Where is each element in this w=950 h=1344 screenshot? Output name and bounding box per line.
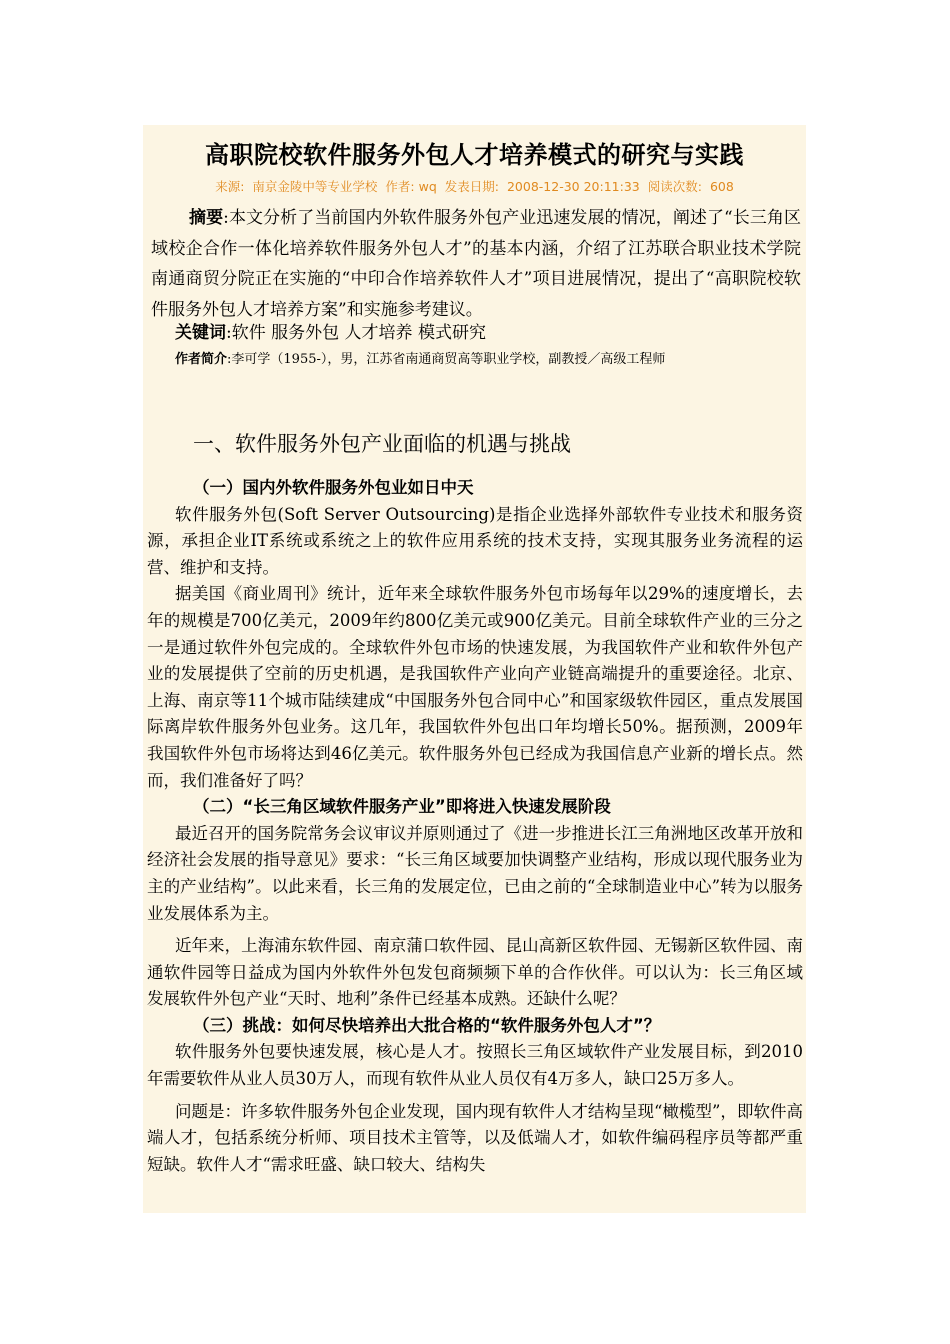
article-body <box>147 475 803 1178</box>
paragraph: 问题是：许多软件服务外包企业发现，国内现有软件人才结构呈现“橄榄型”，即软件高端人才，包括系统分析师、项目技术主管等，以及低端人才，如软件编码程序员等都严重短缺。软件人才“需求旺盛、缺口较大、结构失 <box>147 1101 803 1174</box>
article-title: 高职院校软件服务外包人才培养模式的研究与实践 <box>205 141 744 169</box>
author-intro-text: :李可学（1955-），男，江苏省南通商贸高等职业学校，副教授／高级工程师 <box>227 352 666 367</box>
article-panel <box>143 125 806 1213</box>
author-label: 作者: <box>385 179 415 194</box>
section-heading: 一、软件服务外包产业面临的机遇与挑战 <box>193 432 571 456</box>
source-label: 来源: <box>215 179 245 194</box>
author-intro <box>147 347 803 372</box>
abstract-text: :本文分析了当前国内外软件服务外包产业迅速发展的情况，阐述了“长三角区域校企合作一体化培养软件服务外包人才”的基本内涵，介绍了江苏联合职业技术学院南通商贸分院正在实施的“中印合作培养软件人才”项目进展情况，提出了“高职院校软件服务外包人才培养方案”和实施参考建议。 <box>151 208 802 320</box>
abstract <box>151 203 801 325</box>
date-label: 发表日期: <box>444 179 499 194</box>
paragraph: 据美国《商业周刊》统计，近年来全球软件服务外包市场每年以29%的速度增长，去年的规模是700亿美元，2009年约800亿美元或900亿美元。目前全球软件产业的三分之一是通过软件外包完成的。全球软件外包市场的快速发展，为我国软件产业和软件外包产业的发展提供了空前的历史机遇，是我国软件产业向产业链高端提升的重要途径。北京、上海、南京等11个城市陆续建成“中国服务外包合同中心”和国家级软件园区，重点发展国际离岸软件服务外包业务。这几年，我国软件外包出口年均增长50%。据预测，2009年我国软件外包市场将达到46亿美元。软件服务外包已经成为我国信息产业新的增长点。然而，我们准备好了吗？ <box>147 584 803 790</box>
date-value: 2008-12-30 20:11:33 <box>506 179 640 194</box>
reads-label: 阅读次数: <box>647 179 702 194</box>
abstract-label: 摘要 <box>189 208 224 228</box>
subsection-heading: （三）挑战：如何尽快培养出大批合格的“软件服务外包人才”？ <box>193 1015 661 1035</box>
subsection-heading: （二）“长三角区域软件服务产业”即将进入快速发展阶段 <box>193 797 611 817</box>
source-value: 南京金陵中等专业学校 <box>252 179 378 194</box>
paragraph: 最近召开的国务院常务会议审议并原则通过了《进一步推进长江三角洲地区改革开放和经济社会发展的指导意见》要求：“长三角区域要加快调整产业结构，形成以现代服务业为主的产业结构”。以此来看，长三角的发展定位，已由之前的“全球制造业中心”转为以服务业发展体系为主。 <box>147 823 803 923</box>
paragraph: 软件服务外包要快速发展，核心是人才。按照长三角区域软件产业发展目标，到2010年需要软件从业人员30万人，而现有软件从业人员仅有4万多人，缺口25万多人。 <box>147 1042 803 1089</box>
keywords <box>175 321 486 345</box>
subsection-heading: （一）国内外软件服务外包业如日中天 <box>193 478 474 497</box>
paragraph: 软件服务外包(Soft Server Outsourcing)是指企业选择外部软件专业技术和服务资源，承担企业IT系统或系统之上的软件应用系统的技术支持，实现其服务业务流程的运营、维护和支持。 <box>147 504 803 577</box>
author-intro-label: 作者简介 <box>175 352 228 367</box>
keywords-text: :软件 服务外包 人才培养 模式研究 <box>226 323 486 343</box>
reads-value: 608 <box>709 179 734 194</box>
keywords-label: 关键词 <box>175 323 226 343</box>
author-value: wq <box>418 179 437 194</box>
article-meta <box>143 177 806 195</box>
paragraph: 近年来，上海浦东软件园、南京蒲口软件园、昆山高新区软件园、无锡新区软件园、南通软件园等日益成为国内外软件外包发包商频频下单的合作伙伴。可以认为：长三角区域发展软件外包产业“天时、地利”条件已经基本成熟。还缺什么呢？ <box>147 936 803 1009</box>
